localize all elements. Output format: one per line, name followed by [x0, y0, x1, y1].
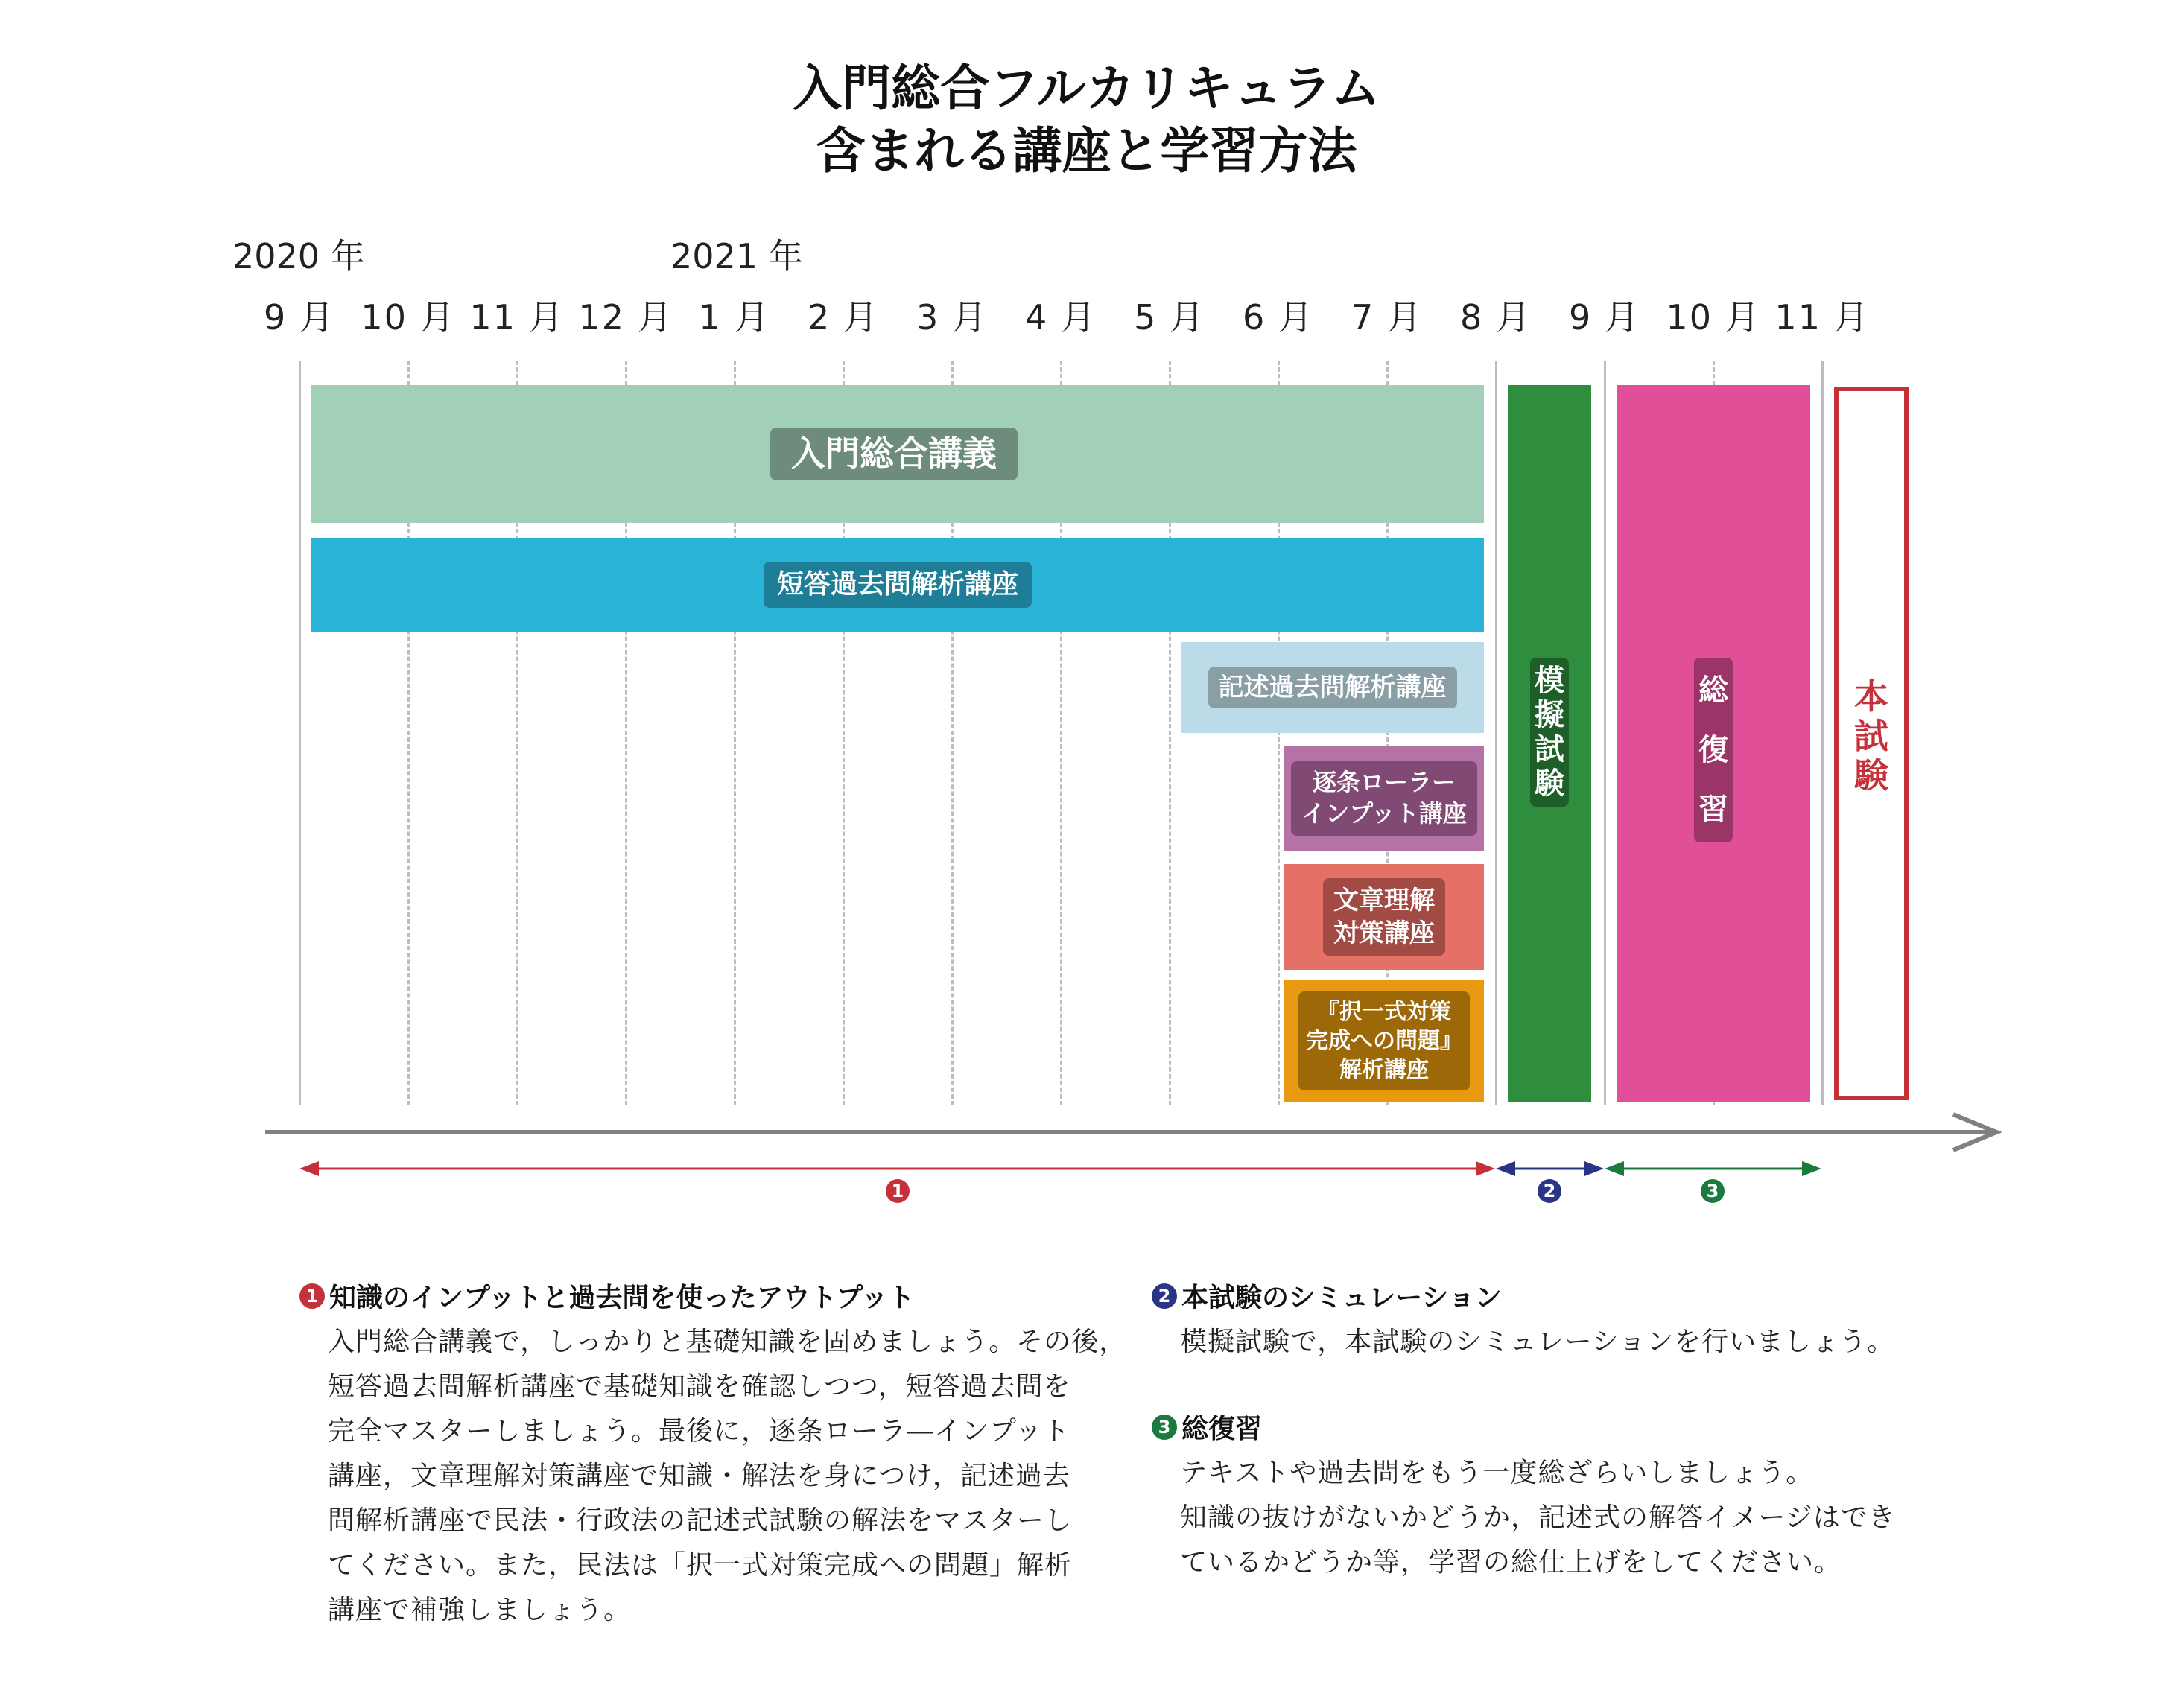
month-label: 12 月 [578, 297, 673, 337]
month-label: 11 月 [1774, 297, 1870, 337]
phase2-arrow-left [1496, 1161, 1515, 1176]
section-1-heading [299, 1277, 915, 1315]
label-nyumon-sogo-kogi: 入門総合講義 [770, 428, 1018, 481]
month-label: 10 月 [1666, 297, 1761, 337]
label-mogi-shiken: 模擬試験 [1530, 658, 1569, 807]
month-label: 6 月 [1243, 297, 1314, 337]
phase3-arrow-left [1605, 1161, 1624, 1176]
month-label: 9 月 [264, 297, 335, 337]
label-honshiken: 本試験 [1854, 676, 1888, 796]
phase3-arrow-right [1802, 1161, 1821, 1176]
section-2-body: 模擬試験で，本試験のシミュレーションを行いましょう。 [1180, 1327, 1895, 1357]
month-label: 9 月 [1569, 297, 1640, 337]
month-label: 10 月 [361, 297, 456, 337]
title-line-1: 入門総合フルカリキュラム [793, 60, 1380, 117]
phase2-arrow-right [1584, 1161, 1604, 1176]
month-label: 1 月 [699, 297, 770, 337]
month-label: 7 月 [1351, 297, 1423, 337]
section-1-marker: 1 [299, 1283, 325, 1309]
section-2-marker: 2 [1152, 1283, 1177, 1309]
label-kijutsu-kakomon: 記述過去問解析講座 [1208, 667, 1457, 708]
section-3-heading [1152, 1408, 1262, 1446]
month-label: 8 月 [1460, 297, 1532, 337]
section-1-body: 入門総合講義で，しっかりと基礎知識を固めましょう。その後， 短答過去問解析講座で基礎知識を確認しつつ，短答過去問を 完全マスターしましょう。最後に，逐条ローラ―インプット 講座，文章理解対策講座で知識・解法を身につけ，記述過去 問解析講座で民法・行政法の記述式試験の解法をマスターし てください。また，民法は「択一式対策完成への問題」解析 講座で補強しましょう。 [328, 1327, 1127, 1625]
section-3-title: 総復習 [1181, 1414, 1263, 1444]
phase1-arrow-left [299, 1161, 319, 1176]
phase1-arrow-right [1476, 1161, 1495, 1176]
label-chikujo-roller: 逐条ローラー インプット講座 [1291, 761, 1477, 835]
year-2020: 2020 年 [232, 236, 365, 276]
section-1-title: 知識のインプットと過去問を使ったアウトプット [329, 1283, 915, 1313]
label-fukushu: 総復習 [1694, 658, 1733, 842]
month-label: 5 月 [1134, 297, 1205, 337]
label-bunsho-rikai: 文章理解 対策講座 [1323, 878, 1445, 956]
marker-2: 2 [1538, 1179, 1561, 1203]
marker-1: 1 [886, 1179, 910, 1203]
section-2-heading [1152, 1277, 1502, 1315]
month-label: 2 月 [808, 297, 879, 337]
month-label: 3 月 [916, 297, 988, 337]
section-3-body: テキストや過去問をもう一度総ざらいしましょう。 知識の抜けがないかどうか，記述式の解答イメージはでき ているかどうか等，学習の総仕上げをしてください。 [1180, 1458, 1896, 1578]
title-line-2: 含まれる講座と学習方法 [816, 122, 1357, 180]
month-label: 4 月 [1025, 297, 1097, 337]
month-label: 11 月 [469, 297, 565, 337]
year-2021: 2021 年 [670, 236, 803, 276]
section-2-title: 本試験のシミュレーション [1181, 1283, 1502, 1313]
label-takuitsu-taisaku: 『択一式対策 完成への問題』 解析講座 [1298, 991, 1470, 1090]
label-tanto-kakomon: 短答過去問解析講座 [764, 562, 1032, 609]
section-3-marker: 3 [1152, 1415, 1177, 1440]
marker-3: 3 [1701, 1179, 1725, 1203]
